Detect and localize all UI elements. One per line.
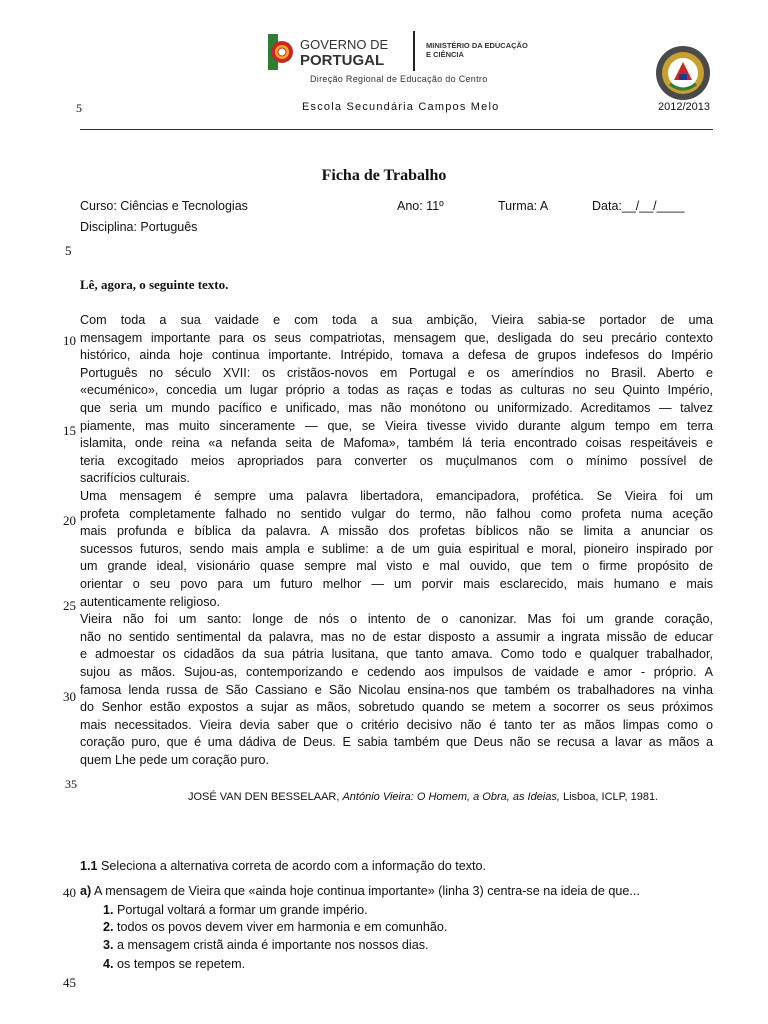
option-number: 4. (103, 957, 114, 971)
text-line: histórico, ainda hoje continua importante. Intrépido, tomava a defesa de grupos indefesos do Império (80, 348, 713, 363)
source-author: JOSÉ VAN DEN BESSELAAR, (188, 791, 343, 803)
option-text: todos os povos devem viver em harmonia e em comunhão. (113, 920, 448, 934)
text-line: piamente, mas muito sinceramente — que, se Vieira tivesse vivido durante algum tempo em terra (80, 418, 713, 433)
question-item-text: A mensagem de Vieira que «ainda hoje continua importante» (linha 3) centra-se na ideia de que... (91, 884, 640, 898)
question-prompt (80, 859, 486, 873)
gov-line1: GOVERNO DE (300, 37, 389, 52)
class-label: Turma: A (498, 199, 549, 213)
date-label: Data:__/__/____ (592, 199, 685, 213)
ministry-line1: MINISTÉRIO DA EDUCAÇÃO (426, 41, 528, 50)
line-number: 25 (63, 598, 76, 613)
year-label: Ano: 11º (397, 199, 444, 213)
line-number: 30 (63, 689, 76, 704)
line-number: 35 (65, 777, 77, 791)
ministry-line2: E CIÊNCIA (426, 50, 464, 59)
course-label: Curso: Ciências e Tecnologias (80, 199, 248, 213)
regional-direction: Direção Regional de Educação do Centro (310, 74, 488, 84)
source-work: António Vieira: O Homem, a Obra, as Ideias, (342, 791, 560, 803)
option-text: os tempos se repetem. (113, 957, 246, 971)
question-item (80, 884, 640, 898)
option-text: Portugal voltará a formar um grande império. (113, 903, 368, 917)
line-number: 45 (63, 975, 76, 990)
text-line: mais necessitados. Vieira devia saber que o critério decisivo não é tanto ter as mãos limpas como o (80, 717, 713, 732)
line-number: 5 (65, 243, 72, 258)
text-line: que seria um mundo pacífico e unificado, mas não monótono ou uniformizado. Acreditamos — talvez (80, 401, 713, 415)
text-line: Uma mensagem é sempre uma palavra libertadora, emancipadora, profética. Se Vieira foi um (80, 489, 713, 503)
text-line: Vieira não foi um santo: longe de nós o intento de o canonizar. Mas foi um grande coração, (80, 612, 713, 627)
text-line: do Senhor estão expostos a sujar as mãos, sobretudo quando se metem a socorrer os seus próximos (80, 700, 713, 715)
school-year: 2012/2013 (658, 101, 710, 113)
line-number: 40 (63, 885, 76, 900)
school-name: Escola Secundária Campos Melo (302, 101, 500, 113)
text-line: sucessos futuros, sendo mais ampla e sublime: a de um guia espiritual e moral, pioneiro inspirado por (80, 541, 713, 556)
text-line: Com toda a sua vaidade e com toda a sua ambição, Vieira sabia-se portador de uma (80, 313, 713, 327)
worksheet-title: Ficha de Trabalho (321, 167, 447, 184)
option-number: 3. (103, 938, 114, 952)
text-line: sacrifícios culturais. (80, 471, 190, 486)
question-text: Seleciona a alternativa correta de acordo com a informação do texto. (97, 859, 487, 873)
text-line: e admoestar os cidadãos da sua pátria lusitana, que tanto amava. Como todo e qualquer trabalhador, (80, 647, 713, 662)
header-rule (80, 129, 713, 130)
text-line: não no sentido sentimental da palavra, mas no de estar disposto a assumir a ingrata missão de educar (80, 629, 713, 644)
gov-line2: PORTUGAL (300, 52, 385, 69)
governo-portugal-logo (268, 30, 408, 74)
text-line: orientar o seu povo para um futuro melhor — um porvir mais esclarecido, mais humano e mais (80, 577, 713, 591)
answer-option[interactable] (103, 957, 245, 971)
text-line: mensagem importante para os seus compatriotas, mensagem que, desligada do seu precário contexto (80, 330, 713, 345)
text-line: «ecuménico», concedia um lugar próprio a todas as raças e todas as culturas no seu Quinto Império, (80, 383, 713, 398)
text-line: profeta completamente falhado no sentido vulgar do termo, não falhou como profeta numa aceção (80, 506, 713, 521)
option-number: 1. (103, 903, 114, 917)
line-number: 15 (63, 423, 76, 438)
source-publisher: Lisboa, ICLP, 1981. (559, 791, 659, 803)
text-line: quem Lhe pede um coração puro. (80, 753, 270, 767)
reading-instruction: Lê, agora, o seguinte texto. (80, 277, 229, 292)
answer-option[interactable] (103, 938, 429, 952)
logo-divider (413, 31, 415, 71)
option-text: a mensagem cristã ainda é importante nos nossos dias. (113, 938, 429, 952)
header-page-number: 5 (76, 101, 82, 115)
text-line: Português no século XVII: os cristãos-novos em Portugal e os ameríndios no Brasil. Aberto e (80, 365, 713, 380)
answer-option[interactable] (103, 920, 447, 934)
text-line: sujou as mãos. Sujou-as, contemporizando e cedendo aos impulsos de vaidade e amor - próprio. A (80, 665, 713, 679)
ministry-text (426, 41, 528, 59)
line-number: 10 (63, 333, 76, 348)
text-line: famosa lenda russa de São Cassiano e São Nicolau ensina-nos que também os trabalhadores na vinha (80, 682, 713, 697)
text-line: teria excogitado meios apropriados para converter os muçulmanos com o mínimo possível de (80, 453, 713, 468)
source-citation (188, 791, 658, 803)
text-line: islamita, onde reina «a nefanda seita de Mafoma», também lá teria encontrado coisas respeitáveis e (80, 436, 713, 451)
text-line: mais profunda e bíblica da palavra. A missão dos profetas bíblicos não se limita a anunciar os (80, 524, 713, 539)
subject-label: Disciplina: Português (80, 220, 198, 234)
text-line: autenticamente religioso. (80, 594, 221, 609)
question-item-label: a) (80, 884, 92, 898)
question-number: 1.1 (80, 859, 98, 873)
option-number: 2. (103, 920, 114, 934)
school-emblem-logo (654, 44, 712, 102)
text-line: coração puro, que é uma dádiva de Deus. E sabia também que Deus não se recusa a lavar as mãos a (80, 735, 713, 750)
answer-option[interactable] (103, 903, 368, 917)
text-line: um grande ideal, visionário quase sempre mal visto e mal ouvido, que tem o firme propósito de (80, 559, 713, 574)
line-number: 20 (63, 513, 76, 528)
